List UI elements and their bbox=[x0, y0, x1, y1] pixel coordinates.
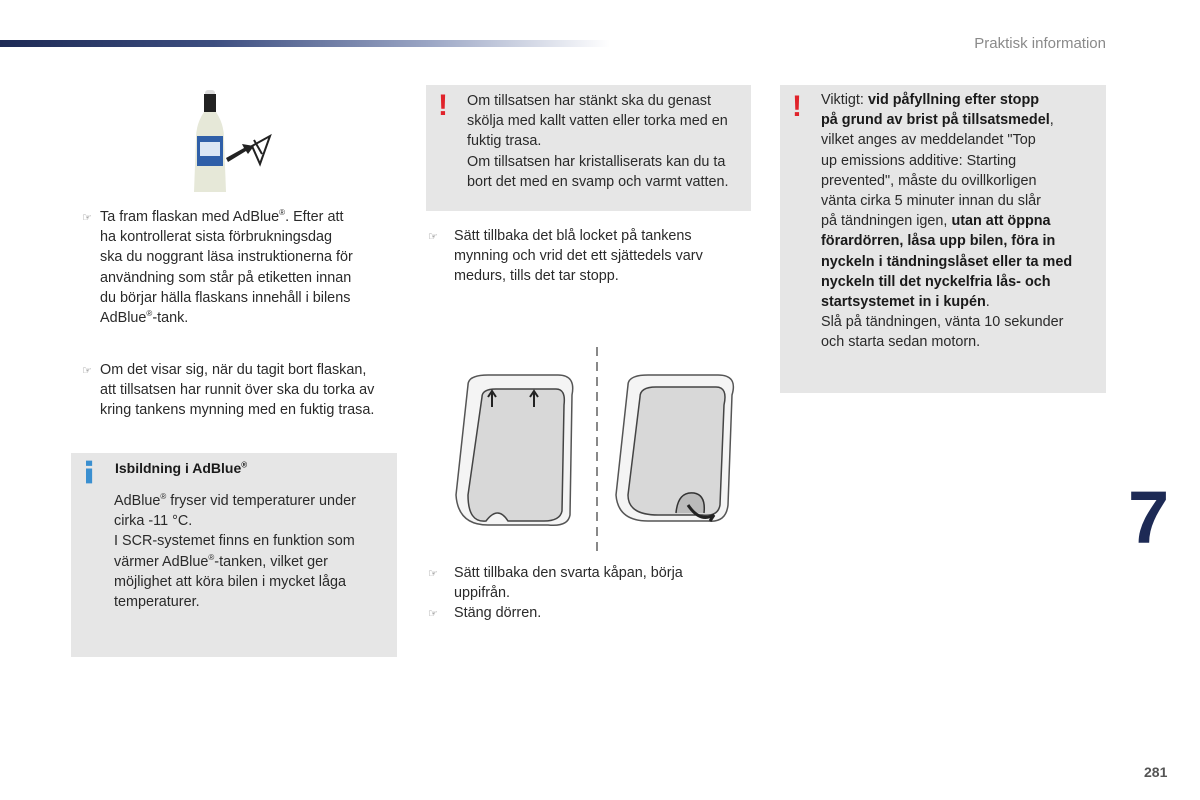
step-replace-cap: Sätt tillbaka det blå locket på tankens mynning och vrid det ett sjättedels varv medurs, tills det tar stopp. bbox=[454, 228, 703, 285]
warning-text: Viktigt: vid påfyllning efter stopp på grund av brist på tillsatsmedel, vilket anges av meddelandet "Top up emissions additive: Starting prevented", måste du ovillkorligen vänta cirka 5 minuter innan du slår på tändningen igen, utan att öppna förardörren, låsa upp bilen, föra in nyckeln i tändningslåset eller ta med nyckeln till det nyckelfria lås- och startsystemet in i kupén. Slå på tändningen, vänta 10 sekunder och starta sedan motorn. bbox=[821, 92, 1073, 351]
step-replace-cover: Sätt tillbaka den svarta kåpan, börja uppifrån. bbox=[454, 565, 683, 602]
warning-box-spill bbox=[426, 85, 751, 211]
bullet-icon: ☞ bbox=[428, 231, 438, 243]
warning-box-restart bbox=[780, 85, 1106, 393]
info-body: AdBlue® fryser vid temperaturer under cirka -11 °C. I SCR-systemet finns en funktion som värmer AdBlue®-tanken, vilket ger möjlighet att köra bilen i mycket låga temperaturer. bbox=[114, 492, 356, 611]
bullet-icon: ☞ bbox=[428, 608, 438, 620]
bullet-icon: ☞ bbox=[82, 212, 92, 224]
warning-icon: ! bbox=[438, 89, 448, 122]
info-title: Isbildning i AdBlue® bbox=[115, 460, 248, 476]
info-icon bbox=[86, 459, 93, 485]
filler-cover-illustration bbox=[448, 345, 748, 560]
warning-icon: ! bbox=[792, 90, 802, 123]
step-take-bottle: Ta fram flaskan med AdBlue®. Efter att ha kontrollerat sista förbrukningsdag ska du noggrant läsa instruktionerna för användning som står på etiketten innan du börjar hälla flaskans innehåll i bilens AdBlue®-tank. bbox=[100, 208, 353, 327]
page-number: 281 bbox=[1144, 764, 1168, 780]
step-close-door: Stäng dörren. bbox=[454, 605, 542, 621]
info-box-freezing bbox=[71, 453, 397, 657]
warning-text: Om tillsatsen har stänkt ska du genast skölja med kallt vatten eller torka med en fuktig trasa. Om tillsatsen har kristalliserats kan du ta bort det med en svamp och varmt vatten. bbox=[467, 93, 729, 190]
section-title: Praktisk information bbox=[974, 35, 1106, 52]
chapter-number: 7 bbox=[1128, 476, 1170, 559]
step-wipe-spill: Om det visar sig, när du tagit bort flaskan, att tillsatsen har runnit över ska du torka av kring tankens mynning med en fuktig trasa. bbox=[100, 362, 375, 419]
adblue-bottle-illustration bbox=[188, 88, 278, 196]
bullet-icon: ☞ bbox=[82, 365, 92, 377]
bullet-icon: ☞ bbox=[428, 568, 438, 580]
header-bar bbox=[0, 40, 610, 47]
